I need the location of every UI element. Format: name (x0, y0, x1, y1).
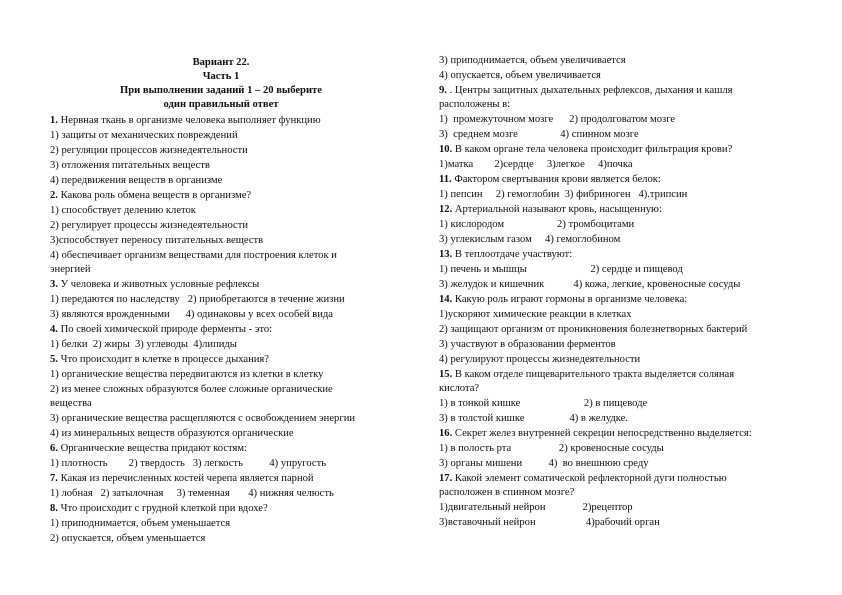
answer-option: 4) опускается, объем увеличивается (439, 70, 601, 81)
question-17 (439, 472, 727, 485)
right-column (439, 0, 799, 595)
answer-option: 3) являются врожденными 4) одинаковы у всех особей вида (50, 309, 333, 320)
question-number: 1. (50, 115, 58, 126)
question-number: 8. (50, 503, 58, 514)
answer-option: 1) кислородом 2) тромбоцитами (439, 219, 635, 230)
answer-option: 4) передвижения веществ в организме (50, 175, 223, 186)
question-text: В каком органе тела человека происходит фильтрация крови? (452, 144, 733, 155)
answer-option: 1) промежуточном мозге 2) продолговатом мозге (439, 114, 676, 125)
question-text: В теплоотдаче участвуют: (452, 249, 573, 260)
answer-option: 3) отложения питательных веществ (50, 160, 210, 171)
variant-title: Вариант 22. (192, 57, 250, 68)
question-number: 16. (439, 428, 453, 439)
question-number: 17. (439, 473, 453, 484)
question-10 (439, 143, 732, 156)
answer-option: 1) лобная 2) затылочная 3) теменная 4) нижняя челюсть (50, 488, 334, 499)
answer-option: 1) защиты от механических повреждений (50, 130, 238, 141)
question-11 (439, 173, 661, 186)
question-text: Нервная ткань в организме человека выполняет функцию (57, 115, 321, 126)
question-text-continued: расположен в спинном мозге? (439, 487, 575, 498)
question-number: 11. (439, 174, 452, 185)
answer-option: 3) в толстой кишке 4) в желудке. (439, 413, 628, 424)
question-5 (50, 353, 269, 366)
question-number: 13. (439, 249, 453, 260)
question-number: 4. (50, 324, 58, 335)
question-text: Что происходит в клетке в процессе дыхания? (57, 354, 269, 365)
answer-option: 3)способствует переносу питательных веществ (50, 235, 264, 246)
question-number: 6. (50, 443, 58, 454)
answer-option: 2) из менее сложных образуются более сложные органические (50, 384, 333, 395)
question-number: 3. (50, 279, 58, 290)
answer-option: 2) опускается, объем уменьшается (50, 533, 206, 544)
answer-option: 1) в тонкой кишке 2) в пищеводе (439, 398, 648, 409)
answer-option: 2) регуляции процессов жизнедеятельности (50, 145, 248, 156)
question-number: 2. (50, 190, 58, 201)
question-text: Какова роль обмена веществ в организме? (57, 190, 252, 201)
question-text: Какую роль играют гормоны в организме человека: (452, 294, 688, 305)
question-4 (50, 323, 272, 336)
question-16 (439, 427, 752, 440)
question-13 (439, 248, 572, 261)
left-column (50, 0, 392, 595)
question-number: 15. (439, 369, 453, 380)
answer-option: 3)вставочный нейрон 4)рабочий орган (439, 517, 660, 528)
answer-option: 3) углекислым газом 4) гемоглобином (439, 234, 621, 245)
question-text: Органические вещества придают костям: (57, 443, 248, 454)
answer-option: 3) среднем мозге 4) спинном мозге (439, 129, 639, 140)
question-text: Какой элемент соматической рефлекторной дуги полностью (452, 473, 727, 484)
answer-option-continued: энергией (50, 264, 91, 275)
answer-option: 1) в полость рта 2) кровеносные сосуды (439, 443, 664, 454)
question-8 (50, 502, 268, 515)
question-number: 7. (50, 473, 58, 484)
question-text: Секрет желез внутренней секреции непосредственно выделяется: (452, 428, 752, 439)
answer-option: 1)ускоряют химические реакции в клетках (439, 309, 632, 320)
instruction-line-1: При выполнении заданий 1 – 20 выберите (120, 85, 322, 96)
answer-option: 1) плотность 2) твердость 3) легкость 4) упругость (50, 458, 327, 469)
answer-option: 2) регулирует процессы жизнедеятельности (50, 220, 249, 231)
question-3 (50, 278, 259, 291)
answer-option: 3) участвуют в образовании ферментов (439, 339, 616, 350)
question-text: Что происходит с грудной клеткой при вдохе? (57, 503, 268, 514)
question-text: . Центры защитных дыхательных рефлексов, дыхания и кашля (446, 85, 733, 96)
answer-option: 1) передаются по наследству 2) приобретаются в течение жизни (50, 294, 345, 305)
question-number: 12. (439, 204, 453, 215)
answer-option: 1) органические вещества передвигаются из клетки в клетку (50, 369, 324, 380)
answer-option: 4) из минеральных веществ образуются органические (50, 428, 294, 439)
answer-option: 1) приподнимается, объем уменьшается (50, 518, 231, 529)
instruction-line-2: один правильный ответ (163, 99, 279, 110)
answer-option: 3) органические вещества расщепляются с освобождением энергии (50, 413, 356, 424)
answer-option: 1) белки 2) жиры 3) углеводы 4)липиды (50, 339, 237, 350)
question-2 (50, 189, 251, 202)
question-text-continued: расположены в: (439, 99, 511, 110)
answer-option: 3) органы мишени 4) во внешнюю среду (439, 458, 649, 469)
answer-option: 4) регулируют процессы жизнедеятельности (439, 354, 641, 365)
question-14 (439, 293, 687, 306)
answer-option: 1)матка 2)сердце 3)легкое 4)почка (439, 159, 633, 170)
answer-option: 1) способствует делению клеток (50, 205, 196, 216)
answer-option: 1) печень и мышцы 2) сердце и пищевод (439, 264, 683, 275)
question-9 (439, 84, 733, 97)
answer-option: 4) обеспечивает организм веществами для построения клеток и (50, 250, 337, 261)
part-title: Часть 1 (202, 71, 240, 82)
question-number: 9. (439, 85, 447, 96)
answer-option: 1)двигательный нейрон 2)рецептор (439, 502, 633, 513)
question-6 (50, 442, 247, 455)
question-12 (439, 203, 662, 216)
answer-option: 2) защищают организм от проникновения болезнетворных бактерий (439, 324, 748, 335)
question-15 (439, 368, 734, 381)
question-text: Какая из перечисленных костей черепа является парной (57, 473, 314, 484)
answer-option: 3) желудок и кишечник 4) кожа, легкие, кровеносные сосуды (439, 279, 741, 290)
question-7 (50, 472, 314, 485)
answer-option-continued: вещества (50, 398, 92, 409)
question-number: 10. (439, 144, 453, 155)
question-number: 5. (50, 354, 58, 365)
question-1 (50, 114, 321, 127)
question-text: У человека и животных условные рефлексы (57, 279, 260, 290)
question-number: 14. (439, 294, 453, 305)
question-text: В каком отделе пищеварительного тракта выделяется соляная (452, 369, 735, 380)
answer-option: 1) пепсин 2) гемоглобин 3) фибриноген 4).трипсин (439, 189, 688, 200)
answer-option: 3) приподнимается, объем увеличивается (439, 55, 626, 66)
question-text: Фактором свертывания крови является белок: (451, 174, 661, 185)
question-text-continued: кислота? (439, 383, 480, 394)
question-text: По своей химической природе ферменты - это: (57, 324, 273, 335)
question-text: Артериальной называют кровь, насыщенную: (452, 204, 662, 215)
